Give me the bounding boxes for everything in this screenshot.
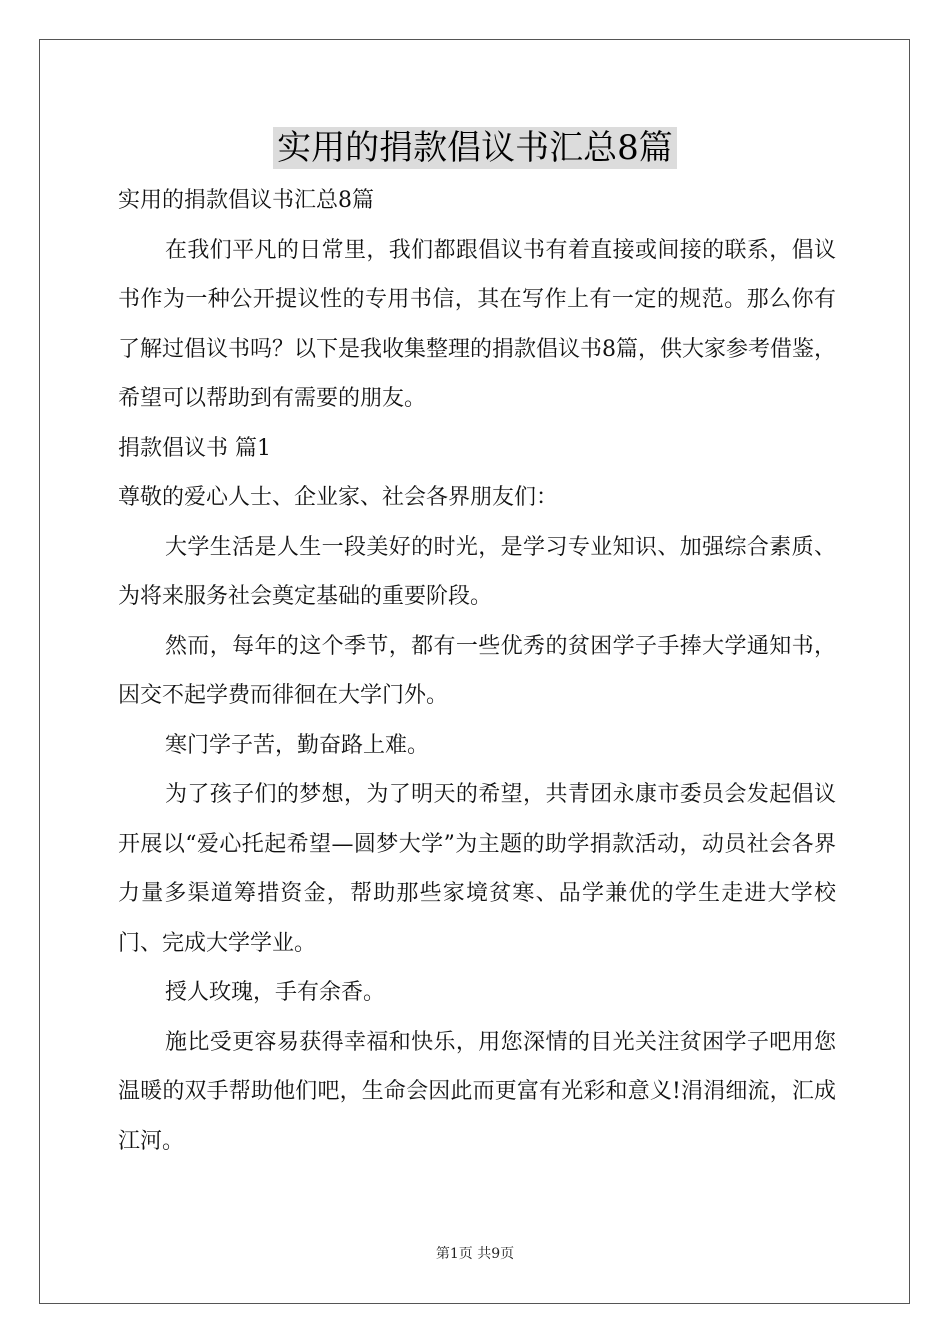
paragraph-subtitle: 实用的捐款倡议书汇总8篇 <box>118 188 374 213</box>
paragraph: 然而，每年的这个季节，都有一些优秀的贫困学子手捧大学通知书，因交不起学费而徘徊在大学门外。 <box>118 633 836 708</box>
paragraph: 施比受更容易获得幸福和快乐，用您深情的目光关注贫困学子吧用您温暖的双手帮助他们吧，生命会因此而更富有光彩和意义!涓涓细流，汇成江河。 <box>118 1029 836 1154</box>
paragraph: 为了孩子们的梦想，为了明天的希望，共青团永康市委员会发起倡议开展以“爱心托起希望—圆梦大学”为主题的助学捐款活动，动员社会各界力量多渠道筹措资金，帮助那些家境贫寒、品学兼优的学生走进大学校门、完成大学学业。 <box>118 782 836 956</box>
salutation: 尊敬的爱心人士、企业家、社会各界朋友们： <box>118 485 559 510</box>
document-body <box>118 176 836 1166</box>
paragraph: 大学生活是人生一段美好的时光，是学习专业知识、加强综合素质、为将来服务社会奠定基础的重要阶段。 <box>118 534 836 609</box>
paragraph: 寒门学子苦，勤奋路上难。 <box>165 732 430 758</box>
document-title: 实用的捐款倡议书汇总8篇 <box>273 127 677 169</box>
page-footer: 第1页 共9页 <box>435 1246 515 1262</box>
section-heading: 捐款倡议书 篇1 <box>118 435 271 461</box>
paragraph: 授人玫瑰，手有余香。 <box>165 980 386 1005</box>
title-wrap <box>0 127 950 169</box>
paragraph-intro: 在我们平凡的日常里，我们都跟倡议书有着直接或间接的联系，倡议书作为一种公开提议性的专用书信，其在写作上有一定的规范。那么你有了解过倡议书吗？以下是我收集整理的捐款倡议书8篇，供大家参考借鉴，希望可以帮助到有需要的朋友。 <box>118 237 836 411</box>
